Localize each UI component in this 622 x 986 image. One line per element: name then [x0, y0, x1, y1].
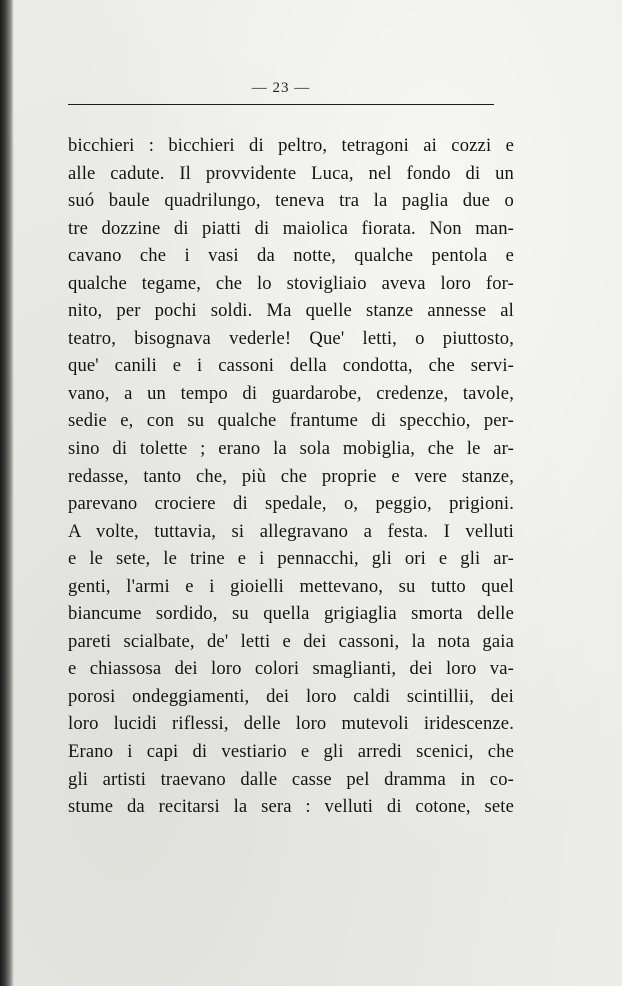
text-line: qualche tegame, che lo stovigliaio aveva loro for- [68, 272, 514, 294]
text-line: A volte, tuttavia, si allegravano a festa. I velluti [68, 520, 514, 542]
text-line: gli artisti traevano dalle casse pel dramma in co- [68, 768, 514, 790]
text-line: vano, a un tempo di guardarobe, credenze, tavole, [68, 382, 514, 404]
text-line: parevano crociere di spedale, o, peggio, prigioni. [68, 493, 514, 515]
text-line: cavano che i vasi da notte, qualche pentola e [68, 245, 514, 267]
text-line: genti, l'armi e i gioielli mettevano, su tutto quel [68, 575, 514, 597]
text-line: alle cadute. Il provvidente Luca, nel fondo di un [68, 162, 514, 184]
text-line: biancume sordido, su quella grigiaglia smorta delle [68, 603, 514, 625]
text-line: redasse, tanto che, più che proprie e vere stanze, [68, 465, 514, 487]
body-text [68, 132, 514, 821]
header-rule [68, 104, 494, 105]
text-line: porosi ondeggiamenti, dei loro caldi scintillii, dei [68, 685, 514, 707]
text-line: stume da recitarsi la sera : velluti di cotone, sete [68, 796, 514, 818]
text-line: pareti scialbate, de' letti e dei cassoni, la nota gaia [68, 630, 514, 652]
text-line: e le sete, le trine e i pennacchi, gli ori e gli ar- [68, 548, 514, 570]
text-line: teatro, bisognava vederle! Que' letti, o piuttosto, [68, 327, 514, 349]
text-line: loro lucidi riflessi, delle loro mutevoli iridescenze. [68, 713, 514, 735]
text-line: que' canili e i cassoni della condotta, che servi- [68, 355, 514, 377]
text-line: e chiassosa dei loro colori smaglianti, dei loro va- [68, 658, 514, 680]
text-line: sino di tolette ; erano la sola mobiglia, che le ar- [68, 438, 514, 460]
text-line: tre dozzine di piatti di maiolica fiorata. Non man- [68, 217, 514, 239]
page-number: — 23 — [251, 80, 311, 96]
text-line: nito, per pochi soldi. Ma quelle stanze annesse al [68, 300, 514, 322]
text-line: Erano i capi di vestiario e gli arredi scenici, che [68, 741, 514, 763]
binding-shadow [0, 0, 14, 986]
text-line: bicchieri : bicchieri di peltro, tetragoni ai cozzi e [68, 135, 514, 156]
text-line: suó baule quadrilungo, teneva tra la paglia due o [68, 190, 514, 212]
text-line: sedie e, con su qualche frantume di specchio, per- [68, 410, 514, 432]
page-header [68, 80, 494, 108]
